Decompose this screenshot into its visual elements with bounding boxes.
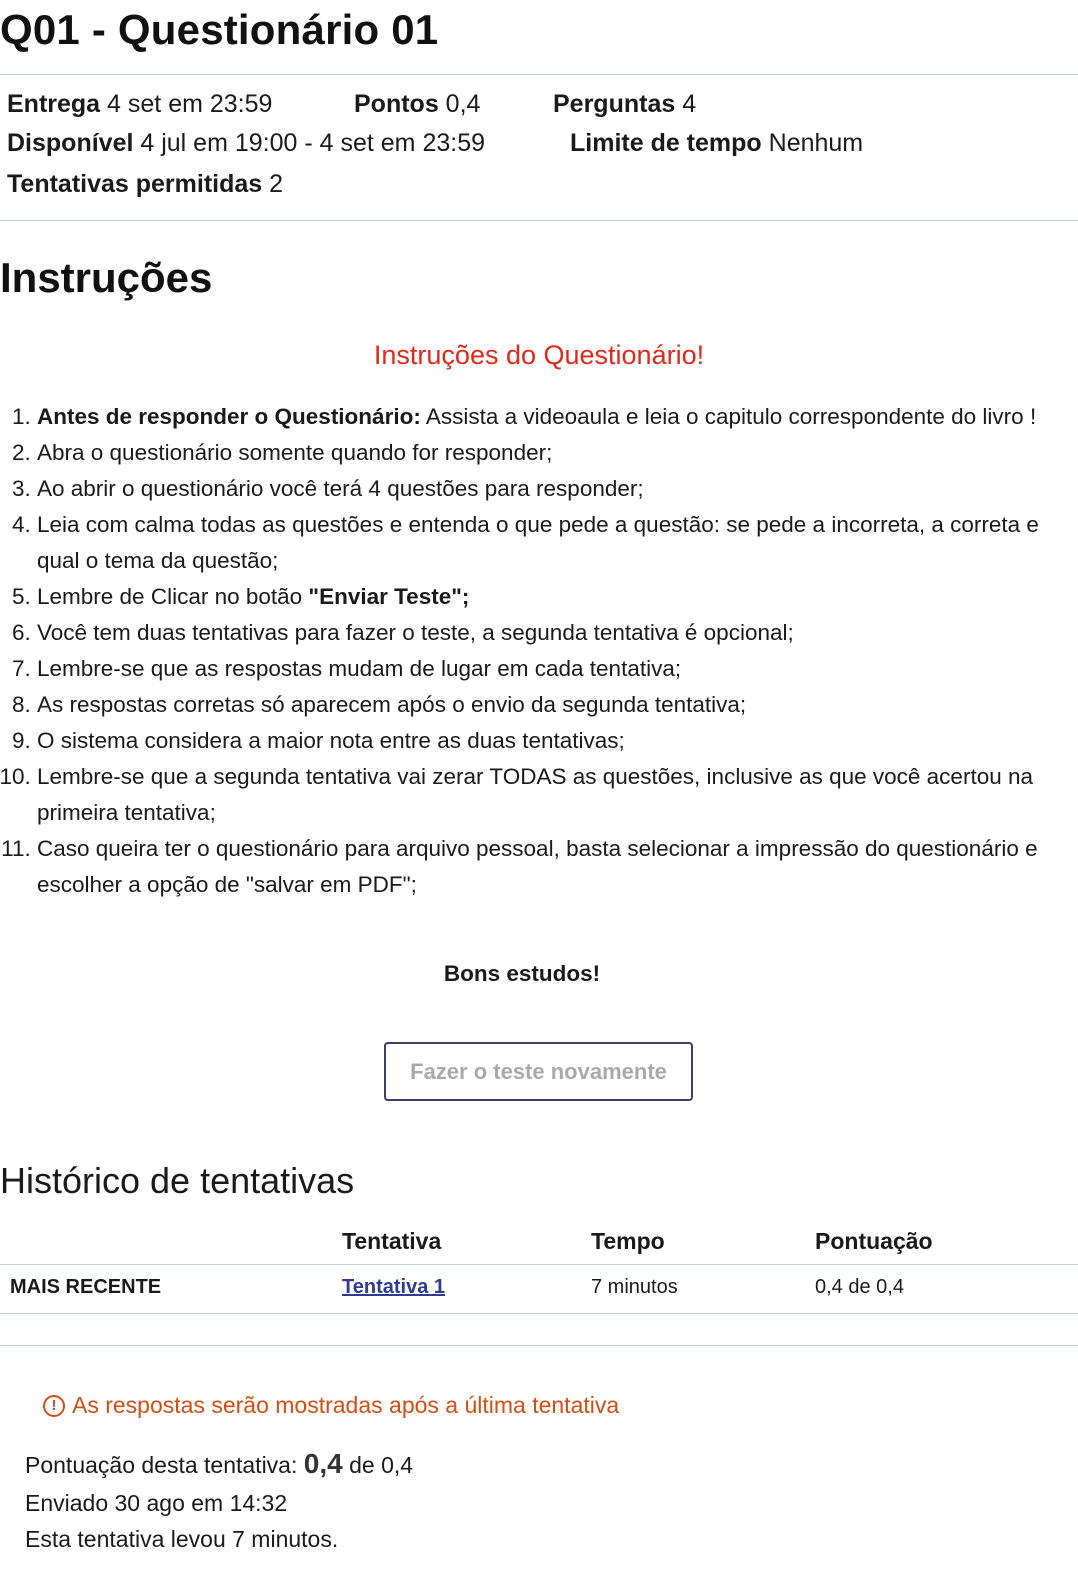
attempt-score-prefix: Pontuação desta tentativa:: [25, 1452, 304, 1478]
meta-disponivel-label: Disponível: [7, 129, 134, 157]
history-row-divider: [0, 1313, 1078, 1314]
answers-notice: [43, 1392, 619, 1419]
instruction-item-text: Lembre-se que as respostas mudam de lugar em cada tentativa;: [37, 656, 682, 681]
meta-perguntas-label: Perguntas: [553, 90, 676, 118]
instruction-item-text: Você tem duas tentativas para fazer o teste, a segunda tentativa é opcional;: [37, 620, 794, 645]
attempt-link[interactable]: Tentativa 1: [342, 1276, 445, 1298]
instruction-item: [37, 759, 1070, 831]
instruction-item: [37, 471, 1070, 507]
quiz-title: Q01 - Questionário 01: [0, 6, 439, 53]
instruction-item-text: As respostas corretas só aparecem após o envio da segunda tentativa;: [37, 692, 747, 717]
retake-quiz-button[interactable]: Fazer o teste novamente: [384, 1042, 693, 1101]
instruction-item: [37, 579, 1070, 615]
history-heading: Histórico de tentativas: [0, 1160, 355, 1201]
history-col-pontuacao: Pontuação: [815, 1228, 933, 1254]
meta-limite: [570, 129, 863, 158]
meta-limite-label: Limite de tempo: [570, 129, 762, 157]
exclamation-circle-icon: !: [43, 1395, 65, 1417]
instruction-item-text: Leia com calma todas as questões e entenda o que pede a questão: se pede a incorreta, a correta e qual o tema da questão;: [37, 512, 1039, 573]
section-divider: [0, 1345, 1078, 1346]
meta-entrega-label: Entrega: [7, 90, 101, 118]
meta-pontos: [354, 90, 480, 119]
instruction-item-text: Lembre de Clicar no botão: [37, 584, 309, 609]
history-row-label: MAIS RECENTE: [10, 1276, 162, 1298]
meta-limite-value: Nenhum: [768, 129, 864, 157]
instruction-item: [37, 723, 1070, 759]
attempt-score-value: 0,4: [303, 1448, 343, 1479]
closing-text: Bons estudos!: [443, 961, 601, 986]
history-col-tentativa: Tentativa: [342, 1228, 442, 1254]
divider-top: [0, 74, 1078, 75]
instructions-list: [0, 399, 1070, 903]
meta-tentativas-label: Tentativas permitidas: [7, 170, 263, 198]
history-col-tempo: Tempo: [591, 1228, 665, 1254]
instruction-item-text: O sistema considera a maior nota entre as duas tentativas;: [37, 728, 625, 753]
attempt-score-line: [25, 1448, 413, 1480]
meta-tentativas: [7, 170, 283, 199]
meta-perguntas: [553, 90, 696, 119]
meta-disponivel-value: 4 jul em 19:00 - 4 set em 23:59: [140, 129, 486, 157]
instruction-item: [37, 435, 1070, 471]
instruction-item-bold: Antes de responder o Questionário:: [37, 404, 421, 429]
instruction-item-bold: "Enviar Teste";: [308, 584, 470, 609]
instruction-item: [37, 831, 1070, 903]
meta-entrega: [7, 90, 272, 119]
instruction-item: [37, 399, 1070, 435]
history-row-score: 0,4 de 0,4: [815, 1276, 904, 1298]
instruction-item-text: Assista a videoaula e leia o capitulo correspondente do livro !: [420, 404, 1037, 429]
attempt-duration: Esta tentativa levou 7 minutos.: [25, 1526, 339, 1552]
instruction-item-text: Ao abrir o questionário você terá 4 questões para responder;: [37, 476, 644, 501]
history-row-time: 7 minutos: [591, 1276, 678, 1298]
meta-pontos-value: 0,4: [445, 90, 481, 118]
attempt-score-suffix: de 0,4: [342, 1452, 414, 1478]
meta-entrega-value: 4 set em 23:59: [107, 90, 273, 118]
answers-notice-text: As respostas serão mostradas após a última tentativa: [72, 1392, 620, 1418]
instruction-item: [37, 651, 1070, 687]
attempt-submitted: Enviado 30 ago em 14:32: [25, 1490, 288, 1516]
meta-disponivel: [7, 129, 485, 158]
instructions-heading: Instruções: [0, 254, 213, 301]
instruction-item-text: Abra o questionário somente quando for responder;: [37, 440, 553, 465]
instructions-subtitle: Instruções do Questionário!: [373, 340, 705, 370]
meta-perguntas-value: 4: [682, 90, 697, 118]
divider-meta: [0, 220, 1078, 221]
history-header-divider: [0, 1264, 1078, 1265]
instruction-item: [37, 507, 1070, 579]
meta-pontos-label: Pontos: [354, 90, 439, 118]
instruction-item: [37, 615, 1070, 651]
instruction-item-text: Caso queira ter o questionário para arquivo pessoal, basta selecionar a impressão do questionário e escolher a opção de "salvar em PDF";: [37, 836, 1038, 897]
instruction-item-text: Lembre-se que a segunda tentativa vai zerar TODAS as questões, inclusive as que você acertou na primeira tentativa;: [37, 764, 1033, 825]
instruction-item: [37, 687, 1070, 723]
meta-tentativas-value: 2: [269, 170, 284, 198]
